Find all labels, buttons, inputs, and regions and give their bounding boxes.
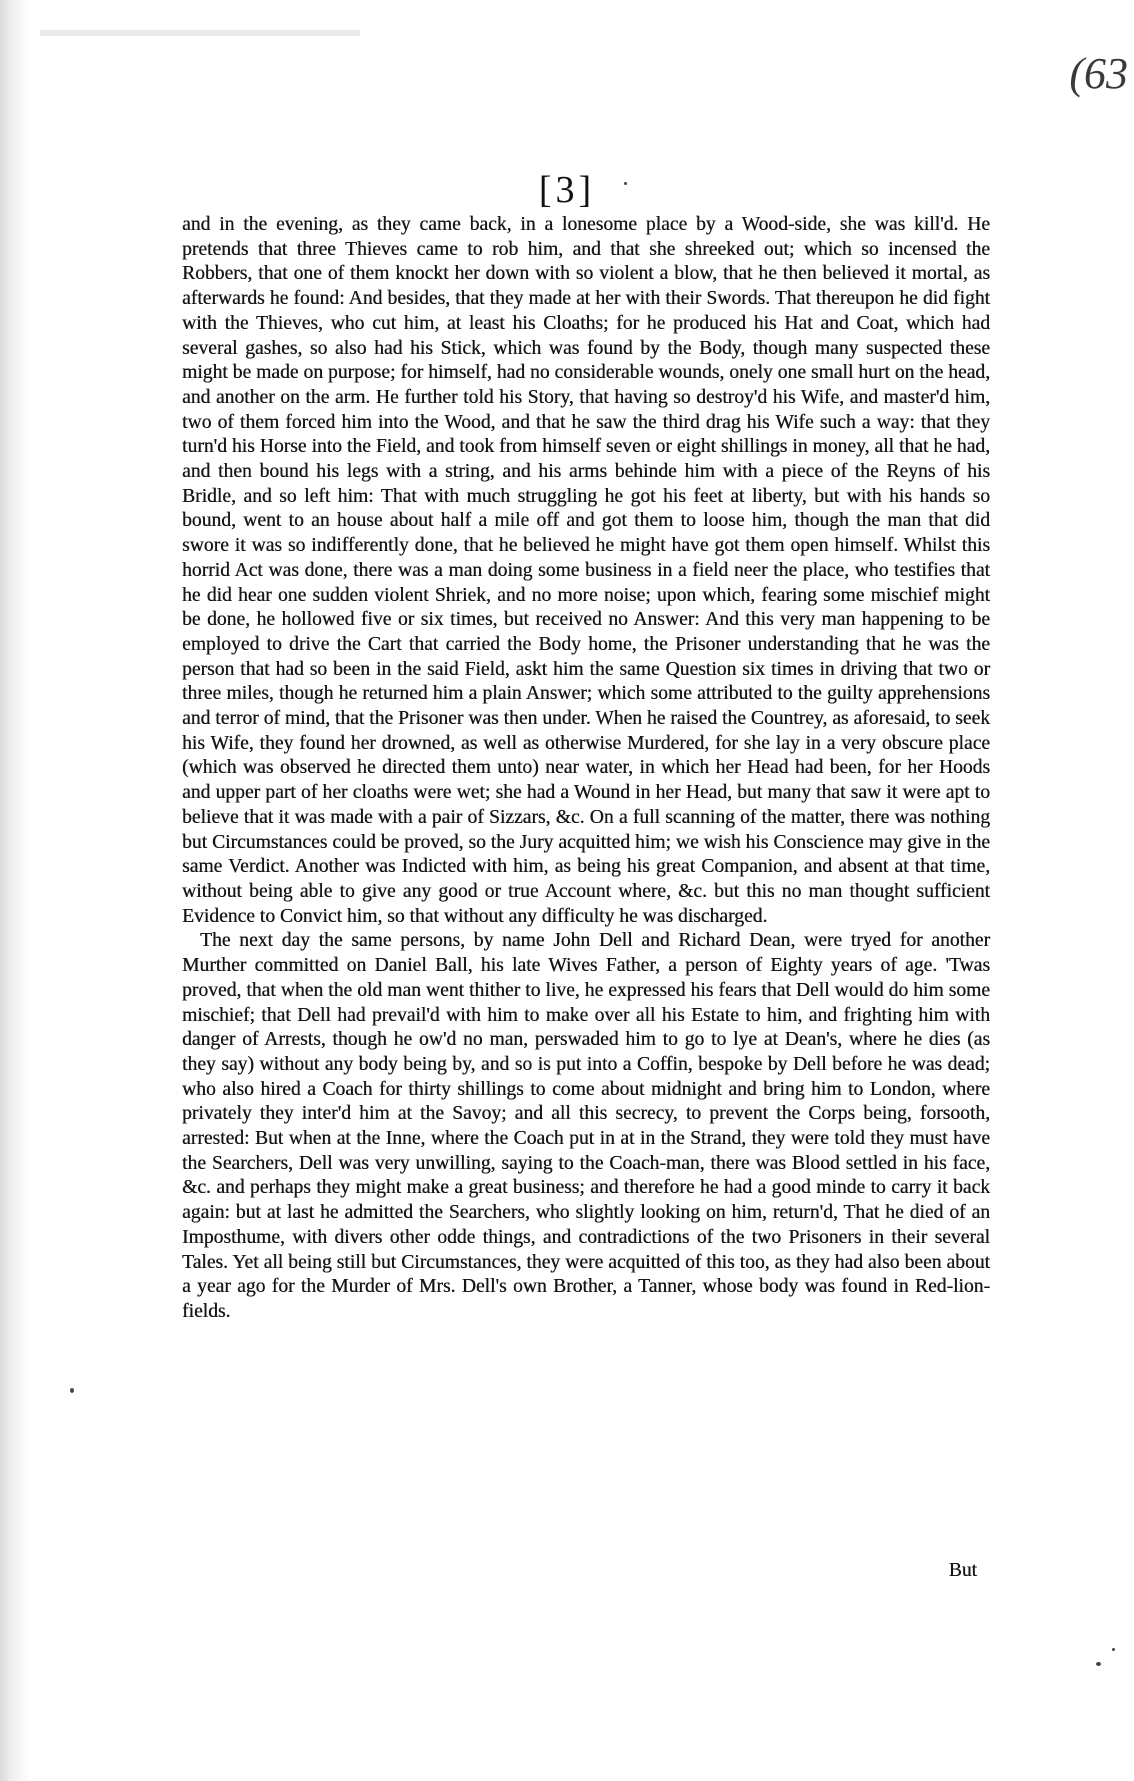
paragraph-1: and in the evening, as they came back, in a lonesome place by a Wood-side, she was kill'd. He pretends that three Thieves came to rob him, and that she shreeked out; which so incensed the Robbers, that one of them knockt her down with so violent a blow, that he then believed it mortal, as afterwards he found: And besides, that they made at her with their Swords. That thereupon he did fight with the Thieves, who cut him, at least his Cloaths; for he produced his Hat and Coat, which had several gashes, so also had his Stick, which was found by the Body, though many suspected these might be made on purpose; for himself, had no considerable wounds, onely one small hurt on the head, and another on the arm. He further told his Story, that having so destroy'd his Wife, and master'd him, two of them forced him into the Wood, and that he saw the third drag his Wife such a way: that they turn'd his Horse into the Field, and took from himself seven or eight shillings in money, all that he had, and then bound his legs with a string, and his arms behinde him with a piece of the Reyns of his Bridle, and so left him: That with much struggling he got his feet at liberty, but with his hands so bound, went to an house about half a mile off and got them to loose him, though the man that did swore it was so indifferently done, that he believed he might have got them open himself. Whilst this horrid Act was done, there was a man doing some business in a field neer the place, who testifies that he did hear one sudden violent Shriek, and no more noise; upon which, fearing some mischief might be done, he hollowed five or six times, but received no Answer: And this very man happening to be employed to drive the Cart that carried the Body home, the Prisoner understanding that he was the person that had so been in the said Field, askt him the same Question six times in driving that two or three miles, though he returned him a plain Answer; which some attributed to the guilty apprehensions and terror of mind, that the Prisoner was then under. When he raised the Countrey, as aforesaid, to seek his Wife, they found her drowned, as well as otherwise Murdered, for she lay in a very obscure place (which was observed he directed them unto) near water, in which her Head had been, for her Hoods and upper part of her cloaths were wet; she had a Wound in her Head, but many that saw it were apt to believe that it was made with a pair of Sizzars, &c. On a full scanning of the matter, there was nothing but Circumstances could be proved, so the Jury acquitted him; we wish his Conscience may give in the same Verdict. Another was Indicted with him, as being his great Companion, and absent at that time, without being able to give any good or true Account where, &c. but this no man thought sufficient Evidence to Convict him, so that without any difficulty he was discharged. — [182, 214, 991, 927]
handwritten-folio-number: (63 — [1069, 49, 1128, 98]
scan-speck — [624, 182, 627, 185]
scan-top-edge-smudge — [40, 30, 360, 36]
scan-speck — [1096, 1662, 1101, 1666]
scan-left-edge-shadow — [0, 0, 30, 1781]
body-text — [182, 213, 990, 1325]
scan-speck — [1112, 1648, 1115, 1651]
catchword: But — [948, 1560, 977, 1581]
paragraph-2: The next day the same persons, by name John Dell and Richard Dean, were tryed for another Murther committed on Daniel Ball, his late Wives Father, a person of Eighty years of age. 'Twas proved, that when the old man went thither to live, he expressed his fears that Dell would do him some mischief; that Dell had prevail'd with him to make over all his Estate to him, and frighting him with danger of Arrests, though he ow'd no man, perswaded him to go to lye at Dean's, where he dies (as they say) without any body being by, and so is put into a Coffin, bespoke by Dell before he was dead; who also hired a Coach for thirty shillings to come about midnight and bring him to London, where privately they inter'd him at the Savoy; and all this secrecy, to prevent the Corps being, forsooth, arrested: But when at the Inne, where the Coach put in at in the Strand, they were told they must have the Searchers, Dell was very unwilling, saying to the Coach-man, there was Blood settled in his face, &c. and perhaps they might make a great business; and therefore he had a good minde to carry it back again: but at last he admitted the Searchers, who slightly looking on him, return'd, That he died of an Imposthume, with divers other odde things, and contradictions of the two Prisoners in their several Tales. Yet all being still but Circumstances, they were acquitted of this too, as they had also been about a year ago for the Murder of Mrs. Dell's own Brother, a Tanner, whose body was found in Red-lion-fields. — [182, 930, 990, 1322]
scan-speck — [70, 1388, 74, 1393]
page-number: [3] — [538, 169, 596, 211]
